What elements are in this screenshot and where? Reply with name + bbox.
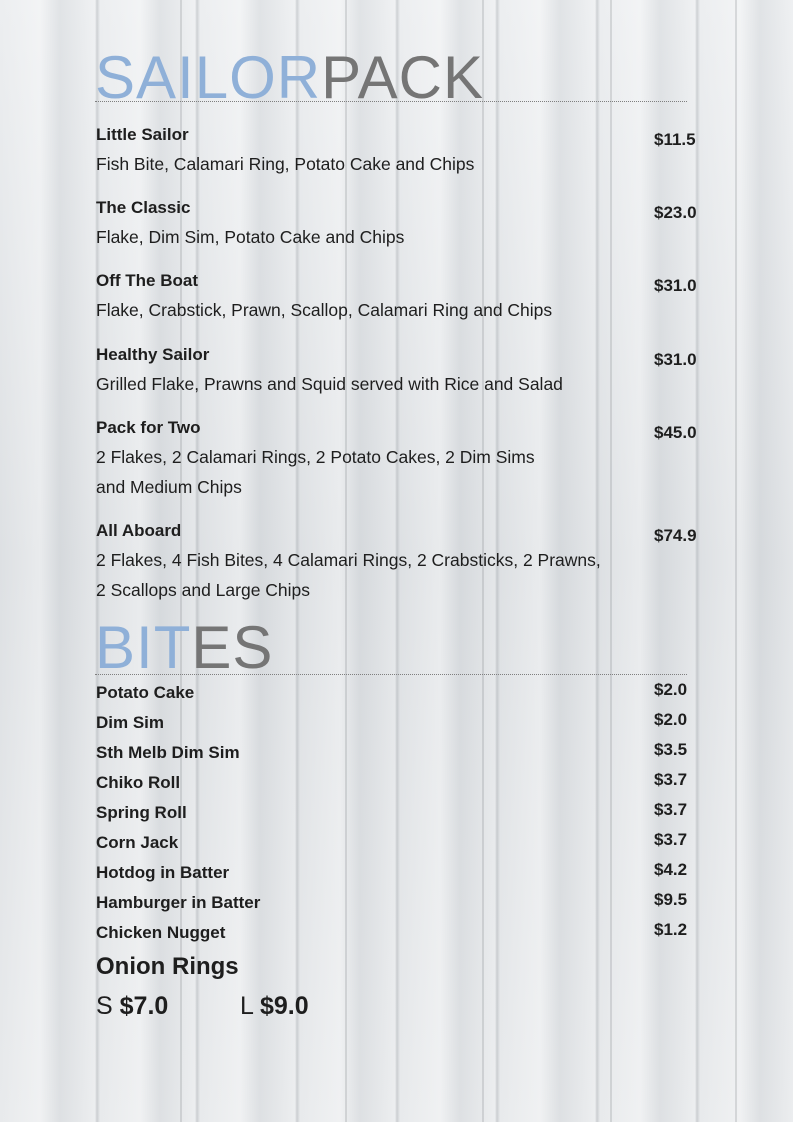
item-price: $45.0 <box>654 423 697 442</box>
menu-item-pack-for-two <box>96 418 706 502</box>
item-name: Healthy Sailor <box>96 345 210 364</box>
menu-item-healthy-sailor <box>96 345 706 399</box>
item-description-line1: 2 Flakes, 4 Fish Bites, 4 Calamari Rings, 2 Crabsticks, 2 Prawns, <box>96 550 601 570</box>
sailor-pack-title <box>95 44 485 111</box>
menu-item-little-sailor <box>96 125 706 179</box>
bite-name: Hamburger in Batter <box>96 893 261 912</box>
menu-item-all-aboard <box>96 521 706 605</box>
bite-name: Dim Sim <box>96 713 165 732</box>
onion-rings-small-label: S <box>96 992 113 1020</box>
bite-price: $3.5 <box>654 740 688 759</box>
item-description-line2: 2 Scallops and Large Chips <box>96 580 311 600</box>
bite-price: $1.2 <box>654 920 688 939</box>
item-name: Little Sailor <box>96 125 189 144</box>
bite-name: Chicken Nugget <box>96 923 226 942</box>
item-price: $11.5 <box>654 130 696 149</box>
item-description-line2: and Medium Chips <box>96 477 242 497</box>
bite-name: Corn Jack <box>96 833 179 852</box>
sailor-pack-title-part2: PACK <box>321 44 485 111</box>
bite-price: $2.0 <box>654 680 688 699</box>
bite-price: $3.7 <box>654 770 688 789</box>
item-description: Grilled Flake, Prawns and Squid served with Rice and Salad <box>96 374 563 394</box>
bite-price: $3.7 <box>654 800 688 819</box>
sailor-pack-divider <box>95 101 687 102</box>
item-description: Flake, Crabstick, Prawn, Scallop, Calamari Ring and Chips <box>96 300 553 320</box>
onion-rings-large-price: $9.0 <box>259 992 309 1020</box>
onion-rings-small-price: $7.0 <box>119 992 169 1020</box>
onion-rings-title: Onion Rings <box>96 953 239 980</box>
bites-title-part1: BIT <box>95 614 192 681</box>
item-name: Off The Boat <box>96 271 198 290</box>
bite-name: Sth Melb Dim Sim <box>96 743 240 762</box>
bites-title-part2: ES <box>191 614 274 681</box>
sailor-pack-title-part1: SAILOR <box>95 44 322 111</box>
menu-item-the-classic <box>96 198 706 252</box>
item-price: $31.0 <box>654 276 697 295</box>
item-description: Fish Bite, Calamari Ring, Potato Cake and Chips <box>96 154 475 174</box>
item-description: Flake, Dim Sim, Potato Cake and Chips <box>96 227 405 247</box>
item-description-line1: 2 Flakes, 2 Calamari Rings, 2 Potato Cakes, 2 Dim Sims <box>96 447 535 467</box>
item-price: $23.0 <box>654 203 697 222</box>
bite-price: $2.0 <box>654 710 688 729</box>
item-name: Pack for Two <box>96 418 201 437</box>
item-price: $74.9 <box>654 526 697 545</box>
onion-rings-large <box>240 992 309 1021</box>
menu-item-off-the-boat <box>96 271 706 325</box>
bite-price: $4.2 <box>654 860 688 879</box>
bite-price: $3.7 <box>654 830 688 849</box>
onion-rings-small <box>96 992 168 1021</box>
bite-name: Potato Cake <box>96 683 195 702</box>
bites-divider <box>95 674 687 675</box>
bite-name: Hotdog in Batter <box>96 863 230 882</box>
bite-name: Spring Roll <box>96 803 187 822</box>
bite-price: $9.5 <box>654 890 688 909</box>
bites-title <box>95 614 274 681</box>
item-name: All Aboard <box>96 521 182 540</box>
onion-rings-large-label: L <box>240 992 253 1020</box>
item-name: The Classic <box>96 198 191 217</box>
item-description <box>96 545 706 605</box>
item-price: $31.0 <box>654 350 697 369</box>
bite-name: Chiko Roll <box>96 773 181 792</box>
item-description <box>96 442 706 502</box>
